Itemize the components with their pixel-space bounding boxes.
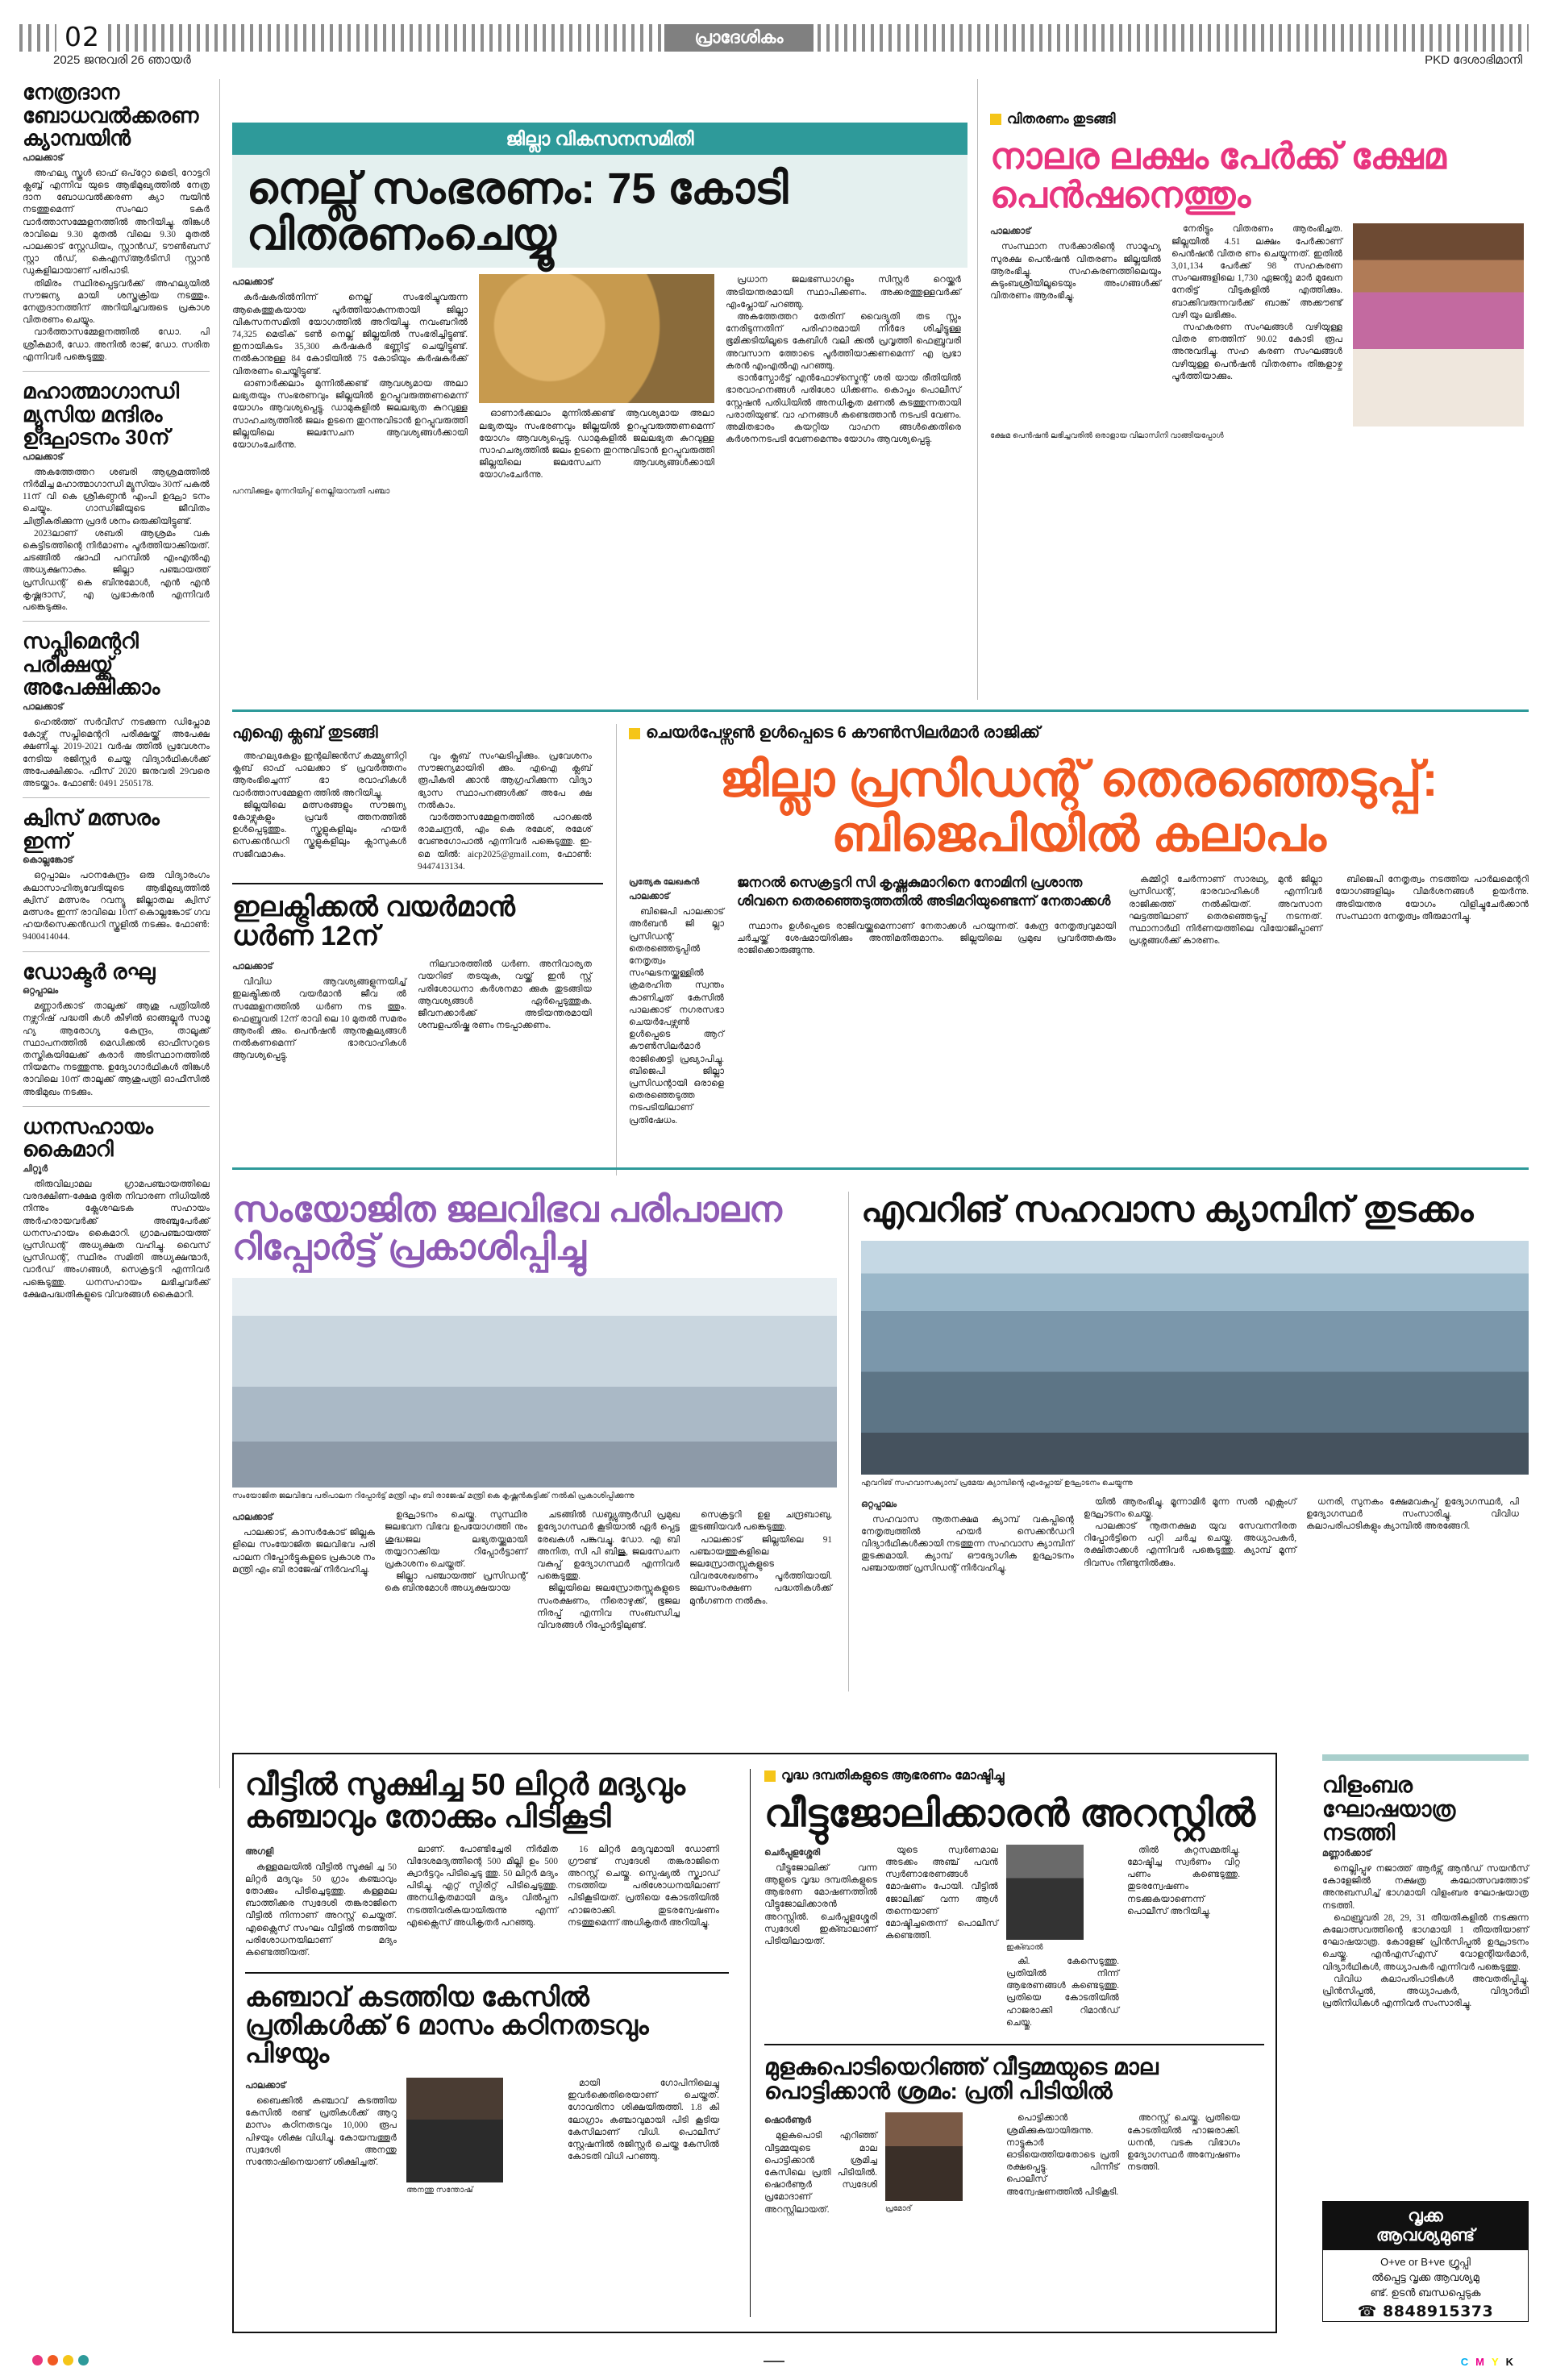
- sidebar-body: അകത്തേത്തറ ശബരി ആശ്രമത്തിൽ നിർമിച്ച മഹാത്മാഗാന്ധി മ്യൂസിയം 30ന് പകൽ 11ന് വി കെ ശ്രീകണ്ഠൻ എംപി ഉദ്ഘാ ടനം ചെയ്യും. ഗാന്ധിജിയുടെ ജീവിതം ചിത്രീകരിക്കുന്ന പ്രദർ ശനം ഒരുക്കിയിട്ടുണ്ട്. 2023ലാണ് ശബരി ആശ്രമം വക കെട്ടിടത്തിന്റെ നിർമാണം പൂർത്തിയാക്കിയത്. ചടങ്ങിൽ ഷാഫി പറമ്പിൽ എംഎൽഎ അധ്യക്ഷനാകും. ജില്ലാ പഞ്ചായത്ത് പ്രസിഡന്റ് കെ ബിനുമോൾ, എൻ എൻ കൃഷ്ണദാസ്, എ പ്രഭാകരൻ എന്നിവർ പങ്കെടുക്കും.: [23, 467, 210, 613]
- bjp-col-3: കമ്മിറ്റി ചേർന്നാണ് സാരഥ്യ, മുൻ ജില്ലാ പ്രസിഡന്റ്, ഭാരവാഹികൾ എന്നിവർ രാജിക്കത്ത് നൽകിയത്. അവസാന ഘട്ടത്തിലാണ് തെരഞ്ഞെടുപ്പ് നടന്നത്. സ്ഥാനാർഥി നിർണയത്തിലെ വിയോജിപ്പാണ് പ്രശ്നങ്ങൾക്ക് കാരണം.: [1129, 875, 1322, 947]
- camp-headline: എവറിങ് സഹവാസ ക്യാമ്പിന് തുടക്കം: [861, 1190, 1474, 1230]
- bm-col-2: യുടെ സ്വർണമാല അടക്കം അഞ്ച് പവൻ സ്വർണാഭരണങ്ങൾ മോഷണം പോയി. വീട്ടിൽ ജോലിക്ക് വന്ന ആൾ തന്നെയാണ് മോഷ്ടിച്ചതെന്ന് പൊലീസ് കണ്ടെത്തി.: [885, 1845, 998, 1941]
- camp-caption: എവറിങ് സഹവാസക്യാമ്പ് പ്രമേയ ക്യാമ്പിന്റെ എംപ്ലോയ് ഉദ്ഘാടനം ചെയ്യുന്നു: [861, 1478, 1133, 1488]
- bm2-col-1: ഷൊർണൂർ മുളകുപൊടി എറിഞ്ഞ് വീട്ടമ്മയുടെ മാല പൊട്ടിക്കാൻ ശ്രമിച്ച കേസിലെ പ്രതി പിടിയിൽ. ഷൊർണൂർ സ്വദേശി പ്രമോദാണ് അറസ്റ്റിലായത്.: [764, 2116, 877, 2215]
- yellow-square-icon: [990, 114, 1001, 125]
- aiclub-col-2: വും ക്ലബ് സംഘടിപ്പിക്കും. പ്രവേശനം സൗജന്യമായിരി ക്കും. എഐ ക്ലബ് രൂപീകരി ക്കാൻ ആഗ്രഹിക്കുന്ന വിദ്യാ ഭ്യാസ സ്ഥാപനങ്ങൾക്ക് അപേ ക്ഷ നൽകാം. വാർത്താസമ്മേളനത്തിൽ പാറക്കൽ രാമചന്ദ്രൻ, എം കെ രമേശ്, രമേശ് വേണുഗോപാൽ എന്നിവർ പങ്കെടുത്തു. ഇ-മെ യിൽ: aicp2025@gmail.com, ഫോൺ: 9447413134.: [418, 751, 592, 872]
- bjp-story: [629, 724, 1529, 1127]
- pensioner-photo: [1353, 223, 1524, 426]
- pension-divider: [977, 79, 978, 700]
- bm-photo-caption: ഇക്ബാൽ: [1006, 1942, 1043, 1952]
- water-col-3: ചടങ്ങിൽ ഡബ്ല്യുആർഡി പ്രമുഖ ഉദ്യോഗസ്ഥർ കൂടിയാൽ ഏർ പ്പെട്ട രേഖകൾ പങ്കുവച്ചു. ഡോ. എ ബി അനിത, സി പി ബിജു, ജലസേചന വകുപ്പ് ഉദ്യോഗസ്ഥർ എന്നിവർ പങ്കെടുത്തു. ജില്ലയിലെ ജലസ്രോതസ്സുകളുടെ സംരക്ഷണം, നീരൊഴുക്ക്, ഭൂജല നിരപ്പ് എന്നിവ സംബന്ധിച്ച വിവരങ്ങൾ റിപ്പോർട്ടിലുണ്ട്.: [537, 1510, 680, 1631]
- bl-rule: [245, 1972, 729, 1974]
- sidebar-body: തിരുവില്വാമല ഗ്രാമപഞ്ചായത്തിലെ വരദക്ഷിണ-ക്ഷേമ ദുരിത നിവാരണ നിധിയിൽ നിന്നും ക്ലേശഘടക സഹായം അർഹരായവർക്ക് അഞ്ചുപേർക്ക് ധനസഹായം കൈമാറി. ഗ്രാമപഞ്ചായത്ത് പ്രസിഡന്റ് അധ്യക്ഷത വഹിച്ചു. വൈസ് പ്രസിഡന്റ്, സ്ഥിരം സമിതി അധ്യക്ഷന്മാർ, വാർഡ് അംഗങ്ങൾ, സെക്രട്ടറി എന്നിവർ പങ്കെടുത്തു. ധനസഹായം ലഭിച്ചവർക്ക് ക്ഷേമപദ്ധതികളുടെ വിവരങ്ങൾ കൈമാറി.: [23, 1180, 210, 1300]
- bm2-col-3: പൊട്ടിക്കാൻ ശ്രമിക്കുകയായിരുന്നു. നാട്ടുകാർ ഓടിയെത്തിയതോടെ പ്രതി രക്ഷപ്പെട്ടു. പിന്നീട് പൊലീസ് അന്വേഷണത്തിൽ പിടികൂടി.: [1006, 2113, 1119, 2197]
- camp-col-1: ഒറ്റപ്പാലം സഹവാസ നൂതനക്ഷമ ക്യാമ്പ് വകപ്പിന്റെ നേതൃത്വത്തിൽ ഹയർ സെക്കൻഡറി വിദ്യാർഥികൾക്കായി നടത്തുന്ന സഹവാസ ക്യാമ്പിന് തുടക്കമായി. ക്യാമ്പ് ഔദ്യോഗിക ഉദ്ഘാടനം പഞ്ചായത്ത് പ്രസിഡന്റ് നിർവഹിച്ചു.: [861, 1499, 1074, 1574]
- sidebar-byline: ചിറ്റൂർ: [23, 1164, 48, 1175]
- bm2-col-4: അറസ്റ്റ് ചെയ്തു. പ്രതിയെ കോടതിയിൽ ഹാജരാക്കി. ധനൻ, വടക വിഭാഗം ഉദ്യോഗസ്ഥർ അന്വേഷണം നടത്തി.: [1127, 2113, 1240, 2173]
- suspect-photo: [1006, 1845, 1084, 1940]
- lead-story: [232, 123, 968, 497]
- bl2-byline: പാലക്കാട്: [245, 2081, 286, 2091]
- paddy-photo: [479, 274, 714, 403]
- lead-col-3: പ്രധാന ജലഭണ്ഡാഗളും സിസ്റ്റർ റെയ്ക്കർ അടിയന്തരമായി സ്ഥാപിക്കണം. അക്കരത്തുള്ളവർക്ക് എംപ്ലോയ് പറഞ്ഞു. അകത്തേത്തറ തേരിന് വൈദ്യുതി തട സ്സം നേരിടുന്നതിന് പരിഹാരമായി നിർദേ ശിച്ചിട്ടുള്ള ഭൂമിക്കടിയിലൂടെ കേബിൾ വലി ക്കൽ പ്രവൃത്തി ഫെബ്രുവരി അവസാന ത്തോടെ പൂർത്തിയാക്കണമെന്ന് എ പ്രഭാ കരൻ എംഎൽഎ പറഞ്ഞു. ട്രാൻസ്പോർട്ട് എൻഫോഴ്സ്മെന്റ് ശരി യായ രീതിയിൽ ഭാരവാഹനങ്ങൾ പരിശോ ധിക്കണം. കൊപ്പം പൊലീസ് സ്റ്റേഷൻ പരിധിയിൽ അനധികൃത മണൽ കടത്തുന്നതായി പരാതിയുണ്ട്. വാ ഹനങ്ങൾ കണ്ടെത്താൻ നടപടി വേണം. അമിതഭാരം കയറ്റിയ വാഹന ങ്ങൾക്കെതിരെ കർശനനടപടി വേണമെന്നും യോഗം ആവശ്യപ്പെട്ടു.: [726, 275, 961, 445]
- yellow-square-icon: [764, 1770, 776, 1782]
- bjp-headline-line2: ബിജെപിയിൽ കലാപം: [831, 806, 1326, 861]
- bm2-col-2: [885, 2112, 998, 2216]
- camp-divider: [848, 1192, 849, 1691]
- lead-byline: പാലക്കാട്: [232, 277, 273, 288]
- sidebar-headline: ധനസഹായം കൈമാറി: [23, 1113, 154, 1162]
- section-tag: പ്രാദേശികം: [664, 24, 814, 52]
- sidebar-divider: [219, 79, 220, 1788]
- pension-col-1: പാലക്കാട് സംസ്ഥാന സർക്കാരിന്റെ സാമൂഹ്യ സുരക്ഷ പെൻഷൻ വിതരണം ജില്ലയിൽ ആരംഭിച്ചു. സഹകരണത്തിലെയും കുടുംബശ്രീയിലൂടെയും അംഗങ്ങൾക്ക് വിതരണം ആരംഭിച്ചു.: [990, 227, 1161, 302]
- bjp-left-divider: [616, 724, 617, 1175]
- pension-caption: ക്ഷേമ പെൻഷൻ ലഭിച്ചവരിൽ ഒരാളായ വിലാസിനി വാങ്ങിയപ്പോൾ: [990, 431, 1224, 441]
- bl-col-1: അഗളി കള്ളമലയിൽ വീട്ടിൽ സൂക്ഷി ച്ച 50 ലിറ്റർ മദ്യവും 50 ഗ്രാം കഞ്ചാവും തോക്കും പിടിച്ചെടുത്തു. കള്ളമല ബാത്തിക്കര സ്വദേശി തങ്കരാജിനെ വീട്ടിൽ നിന്നാണ് അറസ്റ്റ് ചെയ്തത്. എക്സൈസ് സംഘം വീട്ടിൽ നടത്തിയ പരിശോധനയിലാണ് മദ്യം കണ്ടെത്തിയത്.: [245, 1846, 397, 1958]
- bjp-kicker: ചെയർപേഴ്സൺ ഉൾപ്പെടെ 6 കൗൺസിലർമാർ രാജിക്ക്: [646, 724, 1040, 742]
- camp-col-2: യിൽ ആരംഭിച്ചു. മൂന്നാമിർ മൂന്ന സൽ എക്സംഗ് ഉദ്ഘാടനം ചെയ്തു. പാലക്കാട് നൂതനക്ഷമ യുവ സേവനനിരത റിപ്പോർട്ടിനെ പറ്റി ചർച്ച ചെയ്തു. അധ്യാപകർ, രക്ഷിതാക്കൾ എന്നിവർ പങ്കെടുത്തു. ക്യാമ്പ് മൂന്ന് ദിവസം നീണ്ടുനിൽക്കും.: [1084, 1496, 1296, 1568]
- accused-photo-1: [406, 2078, 503, 2182]
- sidebar-headline: ക്വിസ് മത്സരം ഇന്ന്: [23, 805, 160, 853]
- sidebar-headline: സപ്ലിമെന്ററി പരീക്ഷയ്ക്ക് അപേക്ഷിക്കാം: [23, 629, 160, 700]
- aiclub-kicker: എഐ ക്ലബ് തുടങ്ങി: [232, 724, 378, 742]
- bm2-byline: ഷൊർണൂർ: [764, 2116, 812, 2126]
- aiclub-col-1: അഹല്യകേളം ഇന്റലിജൻസ് കമ്മ്യൂണിറ്റി ക്ലബ് ഓഫ് പാലക്കാ ട് പ്രവർത്തനം ആരംഭിച്ചെന്ന് ഭാ രവാഹികൾ വാർത്താസമ്മേളന ത്തിൽ അറിയിച്ചു. ജില്ലയിലെ മത്സരങ്ങളും സൗജന്യ കോഴ്സുകളും പ്രവർ ത്തനത്തിൽ ഉൾപ്പെടുത്തും. സ്കൂളുകളിലും ഹയർ സെക്കൻഡറി സ്കൂളുകളിലും ക്ലാസുകൾ സജീവമാകും.: [232, 751, 406, 859]
- sidebar-body: ഹെൽത്ത് സർവീസ് നടക്കുന്ന ഡിപ്ലോമ കോഴ്സ് സപ്ലിമെന്ററി പരീക്ഷയ്ക്ക് അപേക്ഷ ക്ഷണിച്ചു. 2019-2021 വർഷ ത്തിൽ പ്രവേശനം നേടിയ രജിസ്റ്റർ ചെയ്ത വിദ്യാർഥികൾക്ക് അപേക്ഷിക്കാം. ഫീസ് 2020 ജനുവരി 29വരെ അടയ്ക്കാം. ഫോൺ: 0491 2505178.: [23, 718, 210, 789]
- sidebar-byline: പാലക്കാട്: [23, 152, 64, 163]
- bottom-mid-headline: വീട്ടുജോലിക്കാരൻ അറസ്റ്റിൽ: [764, 1791, 1256, 1834]
- water-story: [232, 1192, 837, 1632]
- aiclub-rule: [232, 883, 603, 884]
- water-photo: [232, 1278, 837, 1488]
- kidney-ad: [1322, 2201, 1529, 2322]
- accused-photo-2: [885, 2112, 963, 2201]
- bm-col-1: ചെർപ്പുളശ്ശേരി വീട്ടുജോലിക്ക് വന്ന ആളുടെ വൃദ്ധ ദമ്പതികളുടെ ആഭരണ മോഷണത്തിൽ വീട്ടുജോലിക്കാരൻ അറസ്റ്റിൽ. ചെർപ്പുളശ്ശേരി സ്വദേശി ഇക്ബാലാണ് പിടിയിലായത്.: [764, 1847, 877, 1947]
- sidebar-rule: [23, 1106, 210, 1107]
- aiclub-story: [232, 724, 603, 1063]
- bm-kicker: വൃദ്ധ ദമ്പതികളുടെ ആഭരണം മോഷ്ടിച്ചു: [781, 1769, 1005, 1783]
- page-number: 02: [56, 23, 108, 52]
- date-line: 2025 ജനുവരി 26 ഞായർ: [53, 53, 191, 67]
- ad-phone[interactable]: ☎ 8848915373: [1357, 2302, 1494, 2320]
- section-rule-teal-2: [232, 1167, 1529, 1170]
- bottom-mid-story: [764, 1769, 1264, 2216]
- bl-col-2: ലാണ്. പോണ്ടിച്ചേരി നിർമിത വിദേശമദ്യത്തിന്റെ 500 മില്ലി ഉം 500 ക്വാർട്ടറും പിടിച്ചെടു ത്തു. 50 ലിറ്റർ മദ്യം പിടിച്ചു. എറ്റ് സ്പിരിറ്റ് പിടിച്ചെടുത്തു. അനധികൃതമായി മദ്യം വിൽപ്പന നടത്തിവരികയായിരുന്നു എന്ന് എക്സൈസ് അധികൃതർ പറഞ്ഞു.: [406, 1844, 558, 1928]
- bottom-mid-divider: [750, 1769, 751, 2317]
- pension-byline: പാലക്കാട്: [990, 227, 1031, 237]
- sidebar: [23, 81, 210, 1301]
- sidebar-body: മണ്ണാർക്കാട് താലൂക്ക് ആശു പത്രിയിൽ നഴ്സറിഷ് പദ്ധതി കൾ കീഴിൽ ഓങ്ങല്ലൂർ സാമൂ ഹ്യ ആരോഗ്യ കേന്ദ്രം, താലൂക്ക് സ്ഥാപനത്തിൽ മെഡിക്കൽ ഓഫീസറുടെ തസ്തികയിലേക്ക് കരാർ അടിസ്ഥാനത്തിൽ നിയമനം നടത്തുന്നു. ഉദ്യോഗാർഥികൾ തിങ്കൾ രാവിലെ 10ന് താലൂക്ക് ആശുപത്രി ഓഫീസിൽ അഭിമുഖം നടക്കും.: [23, 1001, 210, 1097]
- water-col-2: ഉദ്ഘാടനം ചെയ്തു. സുസ്ഥിര ജലഭവന വിഭവ ഉപയോഗത്തി നും ശുദ്ധജല ലഭ്യതയ്ക്കുമായി തയ്യാറാക്കിയ റിപ്പോർട്ടാണ് പ്രകാശനം ചെയ്തത്. ജില്ലാ പഞ്ചായത്ത് പ്രസിഡന്റ് കെ ബിനുമോൾ അധ്യക്ഷയായ: [385, 1510, 527, 1594]
- wireman-col-2: നിലവാരത്തിൽ ധർണ. അനിവാര്യത വയറിങ് തടയുക, വയ്ക്ക് ഇൻ സ്റ്റ് പരിശോധനാ കർശനമാ ക്കുക തുടങ്ങിയ ആവശ്യങ്ങൾ ഏർപ്പെടുത്തുക. ജീവനക്കാർക്ക് അടിയന്തരമായി ശമ്പളപരിഷ്ക രണം നടപ്പാക്കണം.: [418, 959, 592, 1031]
- sidebar-byline: ഒറ്റപ്പാലം: [23, 986, 59, 997]
- sidebar-rule: [23, 371, 210, 372]
- footer-color-dots: [32, 2355, 89, 2365]
- wireman-byline: പാലക്കാട്: [232, 962, 273, 972]
- br-byline: മണ്ണാർക്കാട്: [1322, 1849, 1371, 1859]
- bl-col-3: 16 ലിറ്റർ മദ്യവുമായി ഡോണി ഗ്രൗണ്ട് സ്വദേശി തങ്കരാജിനെ അറസ്റ്റ് ചെയ്തു. സ്പെഷ്യൽ സ്ക്വാഡ് നടത്തിയ പരിശോധനയിലാണ് പിടികൂടിയത്. പ്രതിയെ കോടതിയിൽ ഹാജരാക്കി. തുടരന്വേഷണം നടത്തുമെന്ന് അധികൃതർ അറിയിച്ചു.: [568, 1844, 719, 1928]
- bm-byline: ചെർപ്പുളശ്ശേരി: [764, 1847, 821, 1858]
- water-headline: സംയോജിത ജലവിഭവ പരിപാലന റിപ്പോർട്ട് പ്രകാശിപ്പിച്ചു: [232, 1190, 782, 1267]
- bottom-right-headline: വിളംബര ഘോഷയാത്ര നടത്തി: [1322, 1773, 1456, 1845]
- sidebar-body: ഒറ്റപ്പാലം പഠനകേന്ദ്രം ഒരു വിദ്യാരംഗം കലാസാഹിത്യവേദിയുടെ ആഭിമുഖ്യത്തിൽ ക്വിസ് മത്സരം റവന്യൂ ജില്ലാതല ക്വിസ് മത്സരം ഇന്ന് രാവിലെ 10ന് കൊല്ലങ്കോട് ഗവ ഹയർസെക്കൻഡറി സ്കൂളിൽ നടക്കും. ഫോൺ: 9400414044.: [23, 871, 210, 942]
- bjp-byline: പാലക്കാട്: [629, 892, 670, 902]
- bjp-kicker-wrap: [629, 724, 1529, 743]
- sidebar-byline: കൊല്ലങ്കോട്: [23, 855, 73, 866]
- bjp-headline-line1: ജില്ലാ പ്രസിഡന്റ് തെരഞ്ഞെടുപ്പ്:: [719, 752, 1438, 806]
- sidebar-headline: ഡോക്ടർ രഘു: [23, 959, 156, 984]
- bm-rule: [764, 2044, 1264, 2045]
- sidebar-rule: [23, 951, 210, 952]
- wireman-col-1: പാലക്കാട് വിവിധ ആവശ്യങ്ങളുന്നയിച്ച് ഇലക്ട്രിക്കൽ വയർമാൻ ജീവ ൽ സമ്മേളനത്തിൽ ധർണ നട ത്തും. ഫെബ്രുവരി 12ന് രാവി ലെ 10 മുതൽ സമരം ആരംഭി ക്കും. പെൻഷൻ ആനുകൂല്യങ്ങൾ നൽകണമെന്ന് ഭാരവാഹികൾ ആവശ്യപ്പെട്ടു.: [232, 962, 406, 1061]
- camp-photo: [861, 1241, 1529, 1475]
- yellow-square-icon: [629, 728, 640, 739]
- bottom-left-story: [245, 1769, 729, 2195]
- bottom-left-headline: വീട്ടിൽ സൂക്ഷിച്ച 50 ലിറ്റർ മദ്യവും കഞ്ചാവും തോക്കും പിടികൂടി: [245, 1768, 685, 1835]
- pension-headline: നാലര ലക്ഷം പേർക്ക് ക്ഷേമ പെൻഷനെത്തും: [990, 135, 1446, 215]
- edition-label: PKD ദേശാഭിമാനി: [1425, 53, 1522, 67]
- sidebar-byline: പാലക്കാട്: [23, 451, 64, 462]
- bl-byline: അഗളി: [245, 1846, 274, 1857]
- sidebar-item-financial-aid: [23, 1115, 210, 1301]
- aiclub-kicker-wrap: [232, 724, 603, 743]
- sidebar-headline: നേത്രദാന ബോധവൽക്കരണ ക്യാമ്പയിൻ: [23, 80, 199, 151]
- bottom-left2-headline: കഞ്ചാവ് കടത്തിയ കേസിൽ പ്രതികൾക്ക് 6 മാസം കഠിനതടവും പിഴയും: [245, 1982, 649, 2069]
- bjp-col-4: ബിജെപി നേതൃത്വം നടത്തിയ പാർലമെന്ററി യോഗങ്ങളിലും വിമർശനങ്ങൾ ഉയർന്നു. അടിയന്തര യോഗം വിളിച്ചുചേർക്കാൻ സംസ്ഥാന നേതൃത്വം തീരുമാനിച്ചു.: [1335, 875, 1529, 922]
- cmyk-marks: C M Y K: [1460, 2356, 1513, 2368]
- sidebar-rule: [23, 797, 210, 798]
- bm-col-4: തിൽ കുറ്റസമ്മതിച്ചു. മോഷ്ടിച്ച സ്വർണം വിറ്റ പണം കണ്ടെടുത്തു. തുടരന്വേഷണം നടക്കുകയാണെന്ന് പൊലീസ് അറിയിച്ചു.: [1127, 1845, 1240, 1916]
- ad-body: O+ve or B+ve ഗ്രൂപ്പി ൽപ്പെട്ട വൃക്ക ആവശ്യമു ണ്ട്. ഉടൻ ബന്ധപ്പെടുക ☎ 8848915373: [1323, 2250, 1528, 2326]
- pension-kicker-wrap: [990, 111, 1529, 127]
- bottom-right-story: വിളംബര ഘോഷയാത്ര നടത്തി മണ്ണാർക്കാട് നെല്ലിപ്പുഴ നജാത്ത് ആർട്സ് ആൻഡ് സയൻസ് കോളേജിൽ നക്ഷത്ര കലോത്സവത്തോട് അനുബന്ധിച്ച് ഭാഗമായി വിളംബര ഘോഷയാത്ര നടത്തി. ഫെബ്രുവരി 28, 29, 31 തീയതികളിൽ നടക്കുന്ന കലോത്സവത്തിന്റെ ഭാഗമായി 1 തീയതിയാണ് ഘോഷയാത്ര. കോളേജ് പ്രിൻസിപ്പൽ ഉദ്ഘാടനം ചെയ്തു. എൻഎസ്എസ് വോളന്റിയർമാർ, വിദ്യാർഥികൾ, അധ്യാപകർ എന്നിവർ പങ്കെടുത്തു. വിവിധ കലാപരിപാടികൾ അവതരിപ്പിച്ചു. പ്രിൻസിപ്പൽ, അധ്യാപകർ, വിദ്യാർഥി പ്രതിനിധികൾ എന്നിവർ സംസാരിച്ചു.: [1322, 1773, 1529, 2009]
- sidebar-byline: പാലക്കാട്: [23, 702, 64, 713]
- sidebar-item-doctor: [23, 960, 210, 1099]
- bl2-col-2: [406, 2078, 558, 2195]
- camp-byline: ഒറ്റപ്പാലം: [861, 1499, 897, 1509]
- water-caption: സംയോജിത ജലവിഭവ പരിപാലന റിപ്പോർട്ട് മന്ത്രി എം ബി രാജേഷ് മന്ത്രി കെ കൃഷ്ണൻകുട്ടിക്ക് നൽകി പ്രകാശിപ്പിക്കുന്നു: [232, 1492, 635, 1501]
- lead-headline: നെല്ല് സംഭരണം: 75 കോടി വിതരണംചെയ്യൂ: [247, 164, 789, 260]
- bl2-col-3: മായി ഗോപിനിലെച്ചു ഇവർക്കെതിരെയാണ് ചെയ്തത്. ഗോവരിനാ ശിക്ഷയിരുത്തി. 1.8 കി ലോഗ്രാം കഞ്ചാവുമായി പിടി കൂടിയ കേസിലാണ് വിധി. പൊലീസ് സ്റ്റേഷനിൽ രജിസ്റ്റർ ചെയ്ത കേസിൽ കോടതി വിധി പറഞ്ഞു.: [568, 2078, 719, 2162]
- bm2-photo-caption: പ്രമോദ്: [885, 2204, 912, 2214]
- bm-col-3: ഇക്ബാൽ കി. കേസെടുത്തു. പ്രതിയിൽ നിന്ന് ആഭരണങ്ങൾ കണ്ടെടുത്തു. പ്രതിയെ കോടതിയിൽ ഹാജരാക്കി റിമാൻഡ് ചെയ്തു.: [1006, 1845, 1119, 2029]
- sidebar-rule: [23, 621, 210, 622]
- water-col-1: പാലക്കാട് പാലക്കാട്, കാസർകോട് ജില്ലക ളിലെ സംയോജിത ജലവിഭവ പരി പാലന റിപ്പോർട്ടുകളുടെ പ്രകാശ നം മന്ത്രി എം ബി രാജേഷ് നിർവഹിച്ചു.: [232, 1512, 375, 1575]
- water-byline: പാലക്കാട്: [232, 1512, 273, 1523]
- section-rule-teal: [232, 709, 1529, 712]
- lead-col-2: ഓണാർക്കലാം മുന്നിൽക്കണ്ട് ആവശ്യമായ അലാ ലഭ്യതയും സംഭരണവും ജില്ലയിൽ ഉറപ്പുവരുത്തണമെന്ന് യോഗം ആവശ്യപ്പെട്ടു. ഡാമുകളിൽ ജലലഭ്യത കുറവുള്ള സാഹചര്യത്തിൽ ജലം ഉടനെ തുറന്നുവിടാൻ ഉറപ്പുവരുത്തി ജില്ലയിലെ ജലസേചന ആവശ്യങ്ങൾക്കായി യോഗംചേർന്നു.: [479, 274, 714, 481]
- bjp-byline-col: പ്രത്യേക ലേഖകൻ പാലക്കാട് ബിജെപി പാലക്കാട് അർബൻ ജി ല്ലാ പ്രസിഡന്റ് തെരഞ്ഞെടുപ്പിൽ നേതൃത്വം സംഘടനയ്ക്കുള്ളിൽ ക്രമരഹിത സ്വന്തം കാണിച്ചത് കേസിൽ പാലക്കാട് നഗരസഭാ ചെയർപേഴ്സൺ ഉൾപ്പെടെ ആറ് കൗൺസിലർമാർ രാജിക്കെട്ടി പ്രഖ്യാപിച്ചു. ബിജെപി ജില്ലാ പ്രസിഡന്റായി ഒരാളെ തെരഞ്ഞെടുത്ത നടപടിയിലാണ് പ്രതിഷേധം.: [629, 877, 724, 1126]
- sidebar-item-eye-camp: [23, 81, 210, 364]
- ad-heading: വൃക്ക ആവശ്യമുണ്ട്: [1323, 2202, 1528, 2250]
- bjp-standfirst: ജനറൽ സെക്രട്ടറി സി കൃഷ്ണകുമാറിനെ നോമിനി പ്രശാന്ത ശിവനെ തെരഞ്ഞെടുത്തതിൽ അടിമറിയുണ്ടെന്ന് നേതാക്കൾ: [737, 875, 1111, 909]
- bl2-photo-caption: അനന്തു സന്തോഷ്: [406, 2186, 473, 2195]
- lead-col-1: പാലക്കാട് കർഷകരിൽനിന്ന് നെല്ല് സംഭരിച്ചുവരുന്ന ആകെത്തുകയായ പൂർത്തിയാകുന്നതായി ജില്ലാ വികസനസമിതി യോഗത്തിൽ അറിയിച്ചു. നവംബറിൽ 74,325 മെട്രിക് ടൺ നെല്ല് ജില്ലയിൽ സംഭരിച്ചിട്ടുണ്ട്. ഇനായികടം 35,300 കർഷകർ ഭണ്ണിട്ട് ചെയ്യിട്ടുണ്ട്. നൽകാനുള്ള 84 കോടിയിൽ 75 കോടിയും കർഷകർക്ക് വിതരണം ചെയ്തിട്ടുണ്ട്. ഓണാർക്കലാം മുന്നിൽക്കണ്ട് ആവശ്യമായ അലാ ലഭ്യതയും സംഭരണവും ജില്ലയിൽ ഉറപ്പുവരുത്തണമെന്ന് യോഗം ആവശ്യപ്പെട്ടു. ഡാമുകളിൽ ജലലഭ്യത കുറവുള്ള സാഹചര്യത്തിൽ ജലം ഉടനെ തുറന്നുവിടാൻ ഉറപ്പുവരുത്തി ജില്ലയിലെ ജലസേചന ആവശ്യങ്ങൾക്കായി യോഗംചേർന്നു.: [232, 277, 468, 450]
- bm-kicker-wrap: [764, 1769, 1264, 1783]
- lead-headline-wrap: [232, 155, 968, 268]
- wireman-headline: ഇലക്ട്രിക്കൽ വയർമാൻ ധർണ 12ന്: [232, 892, 515, 952]
- pension-col-3: [1353, 223, 1524, 426]
- sidebar-item-quiz: [23, 806, 210, 943]
- lead-caption: പറമ്പിക്കുളം മുന്നറിയിപ്പ് നെല്ലിയാമ്പതി പഞ്ചാ: [232, 486, 390, 496]
- camp-col-3: ധനരി, സുനകം ക്ഷേമവകുപ്പ് ഉദ്യോഗസ്ഥർ, പി ഉദ്യോഗസ്ഥർ സംസാരിച്ചു. വിവിധ കലാപരിപാടികളും ക്യാമ്പിൽ അരങ്ങേറി.: [1306, 1496, 1519, 1532]
- bl2-col-1: പാലക്കാട് ബൈക്കിൽ കഞ്ചാവ് കടത്തിയ കേസിൽ രണ്ട് പ്രതികൾക്ക് ആറു മാസം കഠിനതടവും 10,000 രൂപ പിഴയും ശിക്ഷ വിധിച്ചു. കോയമ്പത്തൂർ സ്വദേശി അനന്തു സന്തോഷിനെയാണ് ശിക്ഷിച്ചത്.: [245, 2081, 397, 2168]
- bottom-mid2-headline: മുളകുപൊടിയെറിഞ്ഞ് വീട്ടമ്മയുടെ മാല പൊട്ടിക്കാൻ ശ്രമം: പ്രതി പിടിയിൽ: [764, 2054, 1159, 2103]
- pension-story: [990, 111, 1529, 441]
- pension-kicker: വിതരണം തുടങ്ങി: [1007, 111, 1116, 127]
- sidebar-item-supplementary-exam: [23, 630, 210, 790]
- bjp-special-correspondent: പ്രത്യേക ലേഖകൻ: [629, 877, 700, 888]
- pension-col-2: നേരിട്ടും വിതരണം ആരംഭിച്ചത. ജില്ലയിൽ 4.51 ലക്ഷം പേർക്കാണ് പെൻഷൻ വിതര ണം ചെയ്യുന്നത്. ഇതിൽ 3,01,134 പേർക്ക് 98 സഹകരണ സംഘങ്ങളിലെ 1,730 ഏജന്റു മാർ മുഖേന നേരിട്ട് വീടുകളിൽ എത്തിക്കും. ബാക്കിവരുന്നവർക്ക് ബാങ്ക് അക്കൗണ്ട് വഴി യും ലഭിക്കും. സഹകരണ സംഘങ്ങൾ വഴിയുള്ള വിതര ണത്തിന് 90.02 കോടി രൂപ അനുവദിച്ചു. സഹ കരണ സംഘങ്ങൾ വഴിയുള്ള പെൻഷൻ വിതരണം തിങ്കളാഴ്ച പൂർത്തിയാക്കും.: [1171, 224, 1342, 381]
- water-col-4: സെക്രട്ടറി ഉള ചന്ദ്രബാബു, തുടങ്ങിയവർ പങ്കെടുത്തു. പാലക്കാട് ജില്ലയിലെ 91 പഞ്ചായത്തുകളിലെ ജലസ്രോതസ്സുകളുടെ വിവരശേഖരണം പൂർത്തിയായി. ജലസംരക്ഷണ പദ്ധതികൾക്ക് മുൻഗണന നൽകും.: [689, 1510, 832, 1606]
- lead-banner: ജില്ലാ വികസനസമിതി: [232, 123, 968, 155]
- bottom-right-rule: [1322, 1754, 1529, 1761]
- sidebar-body: അഹല്യ സ്കൂൾ ഓഫ് ഒപ്‌റ്റോ മെട്രി, റോട്ടറി ക്ലബ്ബ് എന്നിവ യുടെ ആഭിമുഖ്യത്തിൽ നേത്ര ദാന ബോധവൽക്കരണ ക്യാ മ്പയിൻ നടത്തുമെന്ന് സംഘാ ടകർ വാർത്താസമ്മേളനത്തിൽ അറിയിച്ചു. തിങ്കൾ രാവിലെ 9.30 മുതൽ വിലെ 9.30 മുതൽ പാലക്കാട് സ്റ്റേഡിയം, സ്റ്റാൻഡ്, ടൗൺബസ് സ്റ്റാ ൻഡ്, കെഎസ്ആർടിസി സ്റ്റാൻ ഡുകളിലായാണ് പരിപാടി. തിമിരം സ്ഥിരപ്പെട്ടവർക്ക് അഹല്യയിൽ സൗജന്യ മായി ശസ്ത്രക്രിയ നടത്തും. നേത്രദാനത്തിന് അറിയിച്ചവരുടെ പ്രകാശ വിതരണം ചെയ്യും. വാർത്താസമ്മേളനത്തിൽ ഡോ. പി ശ്രീകുമാർ, ഡോ. അനിൽ രാജ്, ഡോ. സരിത എന്നിവർ പങ്കെടുത്തു.: [23, 168, 210, 362]
- bjp-standfirst-col: ജനറൽ സെക്രട്ടറി സി കൃഷ്ണകുമാറിനെ നോമിനി പ്രശാന്ത ശിവനെ തെരഞ്ഞെടുത്തതിൽ അടിമറിയുണ്ടെന്ന് നേതാക്കൾ സ്ഥാനം ഉൾപ്പെടെ രാജിവയ്ക്കുമെന്നാണ് നേതാക്കൾ പറയുന്നത്. കേന്ദ്ര നേതൃത്വവുമായി ചർച്ചയ്ക്ക് ശേഷമായിരിക്കും അന്തിമതീരുമാനം. ജില്ലയിലെ പ്രമുഖ പ്രവർത്തകരും രാജിക്കൊരുങ്ങുന്നു.: [737, 875, 1116, 956]
- footer-dash: [764, 2361, 784, 2362]
- masthead: [19, 21, 1529, 67]
- camp-story: [861, 1192, 1529, 1575]
- sidebar-headline: മഹാത്മാഗാന്ധി മ്യൂസിയ മന്ദിരം ഉദ്ഘാടനം 30ന്: [23, 379, 180, 450]
- sidebar-item-gandhi-museum: [23, 380, 210, 614]
